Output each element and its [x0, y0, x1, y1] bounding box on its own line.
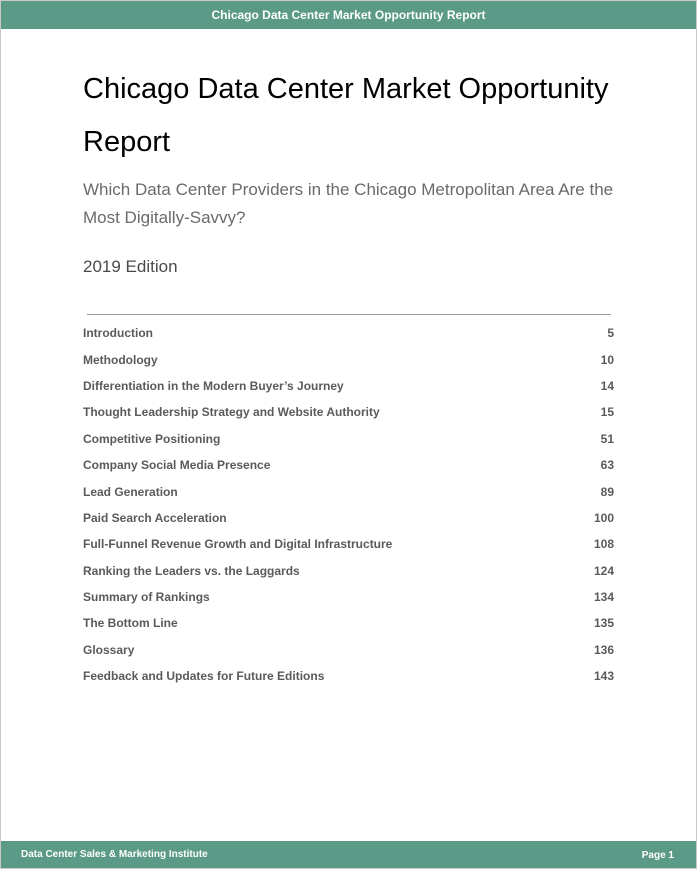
- toc-entry-title: Full-Funnel Revenue Growth and Digital Infrastructure: [83, 537, 393, 552]
- header-title: Chicago Data Center Market Opportunity Report: [211, 8, 486, 22]
- toc-entry-title: Thought Leadership Strategy and Website Authority: [83, 405, 380, 420]
- toc-entry-page: 124: [593, 563, 614, 578]
- toc-entry[interactable]: [83, 346, 614, 372]
- toc-entry[interactable]: [83, 663, 614, 689]
- toc-entry-title: Introduction: [83, 326, 153, 341]
- toc-entry[interactable]: [83, 558, 614, 584]
- toc-entry[interactable]: [83, 452, 614, 478]
- toc-entry-page: 135: [593, 616, 614, 631]
- toc-entry-title: Feedback and Updates for Future Editions: [83, 669, 325, 684]
- toc-entry-title: Differentiation in the Modern Buyer’s Journey: [83, 378, 344, 393]
- page-number: Page 1: [641, 850, 674, 861]
- toc-entry[interactable]: [83, 320, 614, 346]
- toc-entry-title: Company Social Media Presence: [83, 458, 271, 473]
- toc-entry-title: Methodology: [83, 352, 158, 367]
- toc-entry[interactable]: [83, 584, 614, 610]
- toc-entry-page: 5: [607, 326, 614, 341]
- toc-entry-page: 134: [593, 590, 614, 605]
- toc-entry[interactable]: [83, 373, 614, 399]
- toc-entry-title: Summary of Rankings: [83, 590, 210, 605]
- report-subtitle: Which Data Center Providers in the Chicago Metropolitan Area Are the Most Digitally-Savvy?: [83, 180, 614, 227]
- toc-entry-page: 143: [593, 669, 614, 684]
- toc-entry-page: 51: [600, 431, 614, 446]
- toc-entry-title: Ranking the Leaders vs. the Laggards: [83, 563, 300, 578]
- toc-entry-title: The Bottom Line: [83, 616, 178, 631]
- report-title: Chicago Data Center Market Opportunity Report: [83, 73, 609, 158]
- footer-organization: Data Center Sales & Marketing Institute: [21, 849, 208, 860]
- toc-entry[interactable]: [83, 426, 614, 452]
- toc-entry-page: 15: [600, 405, 614, 420]
- toc-entry[interactable]: [83, 505, 614, 531]
- toc-entry[interactable]: [83, 531, 614, 557]
- toc-entry-page: 108: [593, 537, 614, 552]
- toc-entry-page: 100: [593, 510, 614, 525]
- header-bar: [1, 1, 696, 29]
- toc-entry-page: 10: [600, 352, 614, 367]
- toc-entry-title: Paid Search Acceleration: [83, 510, 227, 525]
- toc-divider: [87, 314, 611, 315]
- toc-entry-page: 14: [600, 378, 614, 393]
- toc-entry[interactable]: [83, 478, 614, 504]
- toc-entry-title: Glossary: [83, 642, 135, 657]
- toc-entry-title: Lead Generation: [83, 484, 178, 499]
- report-edition: 2019 Edition: [83, 257, 178, 276]
- toc-entry[interactable]: [83, 637, 614, 663]
- toc-entry-page: 89: [600, 484, 614, 499]
- toc-entry-title: Competitive Positioning: [83, 431, 221, 446]
- toc-entry[interactable]: [83, 610, 614, 636]
- toc-entry-page: 63: [600, 458, 614, 473]
- footer-bar: [1, 841, 696, 868]
- toc-entry[interactable]: [83, 399, 614, 425]
- toc-entry-page: 136: [593, 642, 614, 657]
- table-of-contents: [83, 320, 614, 689]
